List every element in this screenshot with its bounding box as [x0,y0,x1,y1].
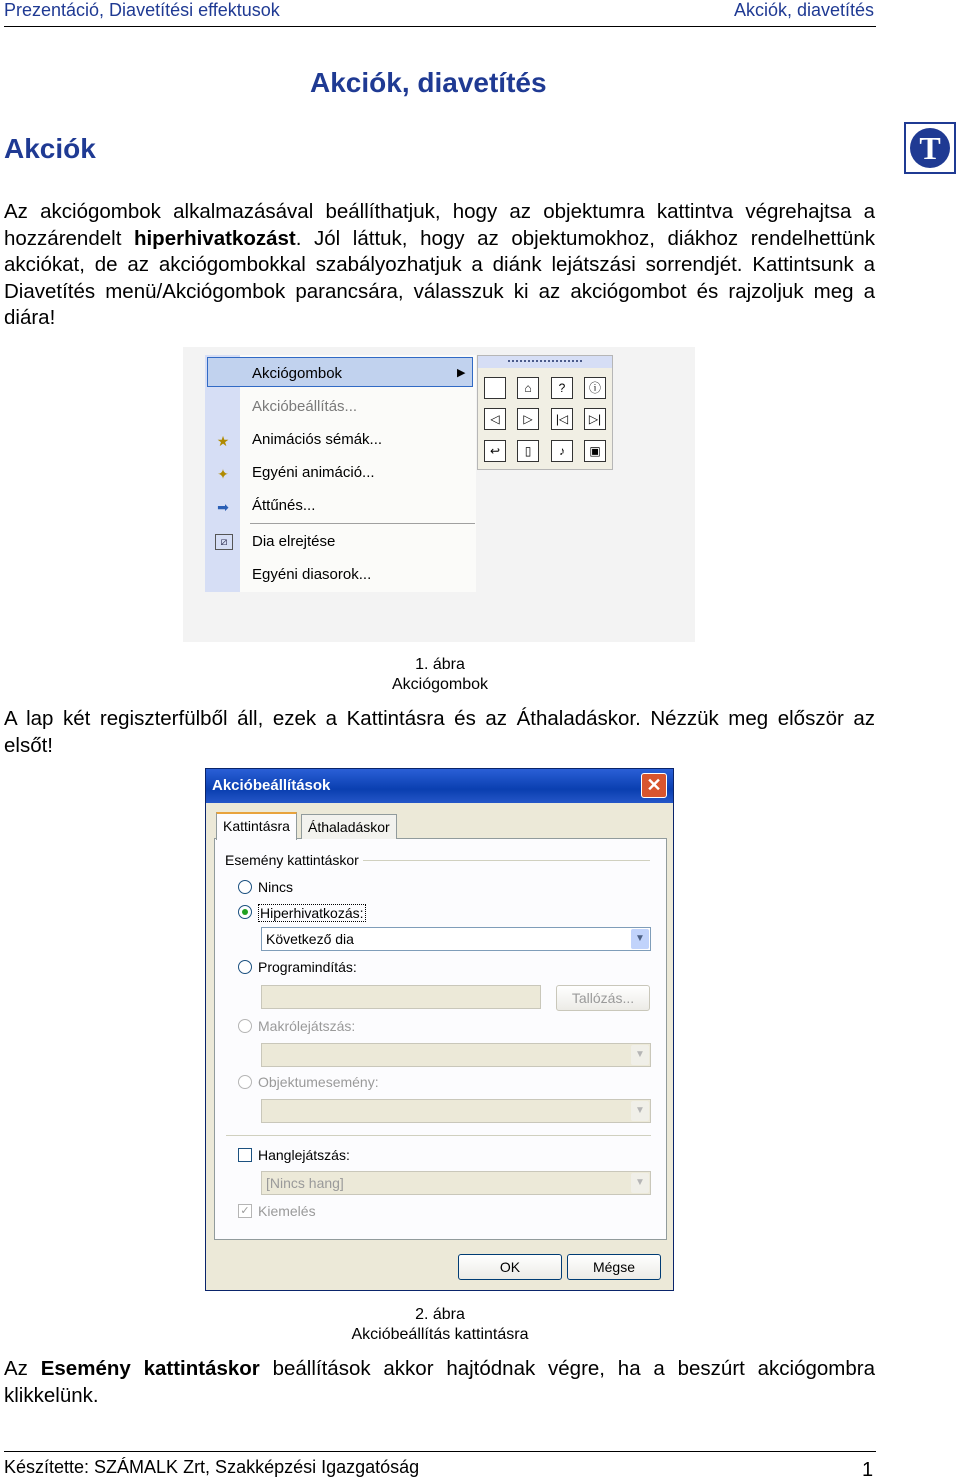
chevron-down-icon: ▼ [631,1045,649,1065]
tabs-paragraph: A lap két regiszterfülből áll, ezek a Kattintásra és az Áthaladáskor. Nézzük meg először az elsőt! [4,707,875,757]
program-path-input[interactable] [261,985,541,1009]
logo [904,122,956,174]
figure2-caption-text: Akcióbeállítás kattintásra [351,1326,529,1343]
menu-item-custom-shows[interactable]: Egyéni diasorok... [252,566,372,583]
end-button-icon[interactable]: ▷| [584,408,606,430]
intro-text-bold: hiperhivatkozást [133,226,296,250]
home-button-icon[interactable]: ⌂ [517,377,539,399]
cancel-button[interactable]: Mégse [567,1254,661,1280]
hyperlink-select-value: Következő dia [266,931,354,947]
menu-item-action-settings[interactable]: Akcióbeállítás... [252,398,358,415]
close-icon[interactable]: ✕ [641,773,667,798]
radio-none-label: Nincs [258,879,294,895]
figure1-caption-number: 1. ábra [415,656,465,673]
intro-text-start: Az akciógombok alkalmazásával beállíthatjuk, hogy az objektumra kattintva végrehajtsa a hozzárendelt [4,200,875,250]
return-button-icon[interactable]: ↩ [484,440,506,462]
menu-item-transition[interactable]: Áttűnés... [252,497,316,514]
radio-program-label: Programindítás: [258,959,357,975]
intro-text-end: . Jól láttuk, hogy az objektumokhoz, diákhoz rendelhettünk akciókat, de az akciógombokkal szabályozhatjuk a diánk lejátszási sorrendjét. Kattintsunk a Diavetítés menü/Akciógombok parancsára, válasszuk ki az akciógombot és rajzoljuk meg a diára! [4,226,875,329]
footer-author: Készítette: SZÁMALK Zrt, Szakképzési Igazgatóság [4,1457,420,1477]
hide-slide-icon: ⧄ [215,534,233,550]
header-left: Prezentáció, Diavetítési effektusok [4,0,280,20]
chevron-down-icon: ▼ [631,1101,649,1121]
hyperlink-select[interactable] [261,927,651,951]
footer-rule [4,1451,876,1452]
tab-on-click[interactable]: Kattintásra [216,812,297,840]
highlight-checkbox[interactable]: ✓ [238,1204,252,1218]
conclusion-text-bold: Esemény kattintáskor [40,1357,260,1380]
macro-select[interactable] [261,1043,651,1067]
back-button-icon[interactable]: ◁ [484,408,506,430]
menu-item-action-buttons[interactable]: Akciógombok [252,365,343,382]
radio-macro[interactable] [238,1019,252,1033]
intro-paragraph [4,199,875,332]
sound-button-icon[interactable]: ♪ [551,440,573,462]
menu-item-custom-animation[interactable]: Egyéni animáció... [252,464,375,481]
conclusion-paragraph [4,1356,875,1409]
menu-separator [250,523,475,524]
radio-program[interactable] [238,960,252,974]
radio-none[interactable] [238,880,252,894]
separator-line [226,1135,651,1136]
help-button-icon[interactable]: ? [551,377,573,399]
radio-object-action[interactable] [238,1075,252,1089]
chevron-down-icon: ▼ [631,1173,649,1193]
play-sound-checkbox[interactable] [238,1148,252,1162]
conclusion-text-end: beállítások akkor hajtódnak végre, ha a beszúrt akciógombra klikkelünk. [4,1357,876,1407]
document-button-icon[interactable]: ▯ [517,440,539,462]
animation-scheme-icon: ★ [216,433,230,449]
section-title: Akciók [4,133,96,164]
conclusion-text-start: Az [4,1357,41,1380]
radio-hyperlink-label: Hiperhivatkozás: [260,905,364,921]
movie-button-icon[interactable]: ▣ [584,440,606,462]
palette-buttons [477,355,613,470]
custom-animation-icon: ✦ [217,466,229,482]
radio-macro-label: Makrólejátszás: [258,1018,356,1034]
highlight-label: Kiemelés [258,1203,316,1219]
ok-button[interactable]: OK [458,1254,562,1280]
page-number: 1 [862,1459,874,1481]
information-button-icon[interactable]: ⓘ [584,377,606,399]
header-rule [4,26,876,27]
chevron-down-icon: ▼ [631,929,649,949]
transition-icon: ➡ [217,499,229,515]
figure1-caption-text: Akciógombok [391,676,489,693]
logo-letter: T [910,128,950,168]
sound-select[interactable] [261,1171,651,1195]
submenu-arrow-icon: ▶ [457,367,466,379]
forward-button-icon[interactable]: ▷ [517,408,539,430]
radio-object-action-label: Objektumesemény: [258,1074,379,1090]
tab-on-hover[interactable]: Áthaladáskor [301,814,397,839]
sound-select-value: [Nincs hang] [266,1175,344,1191]
browse-button[interactable]: Tallózás... [556,985,650,1011]
menu-item-hide-slide[interactable]: Dia elrejtése [252,533,336,550]
page-title: Akciók, diavetítés [310,67,547,98]
object-action-select[interactable] [261,1099,651,1123]
radio-hyperlink[interactable] [238,905,252,919]
figure2-caption-number: 2. ábra [415,1306,465,1323]
custom-button-icon[interactable] [484,377,506,399]
dialog-title: Akcióbeállítások [212,777,331,794]
play-sound-label: Hanglejátszás: [258,1147,350,1163]
menu-item-animation-schemes[interactable]: Animációs sémák... [252,431,383,448]
menu-items [205,355,475,592]
beginning-button-icon[interactable]: |◁ [551,408,573,430]
group-label: Esemény kattintáskor [225,852,363,868]
header-right: Akciók, diavetítés [733,0,874,20]
